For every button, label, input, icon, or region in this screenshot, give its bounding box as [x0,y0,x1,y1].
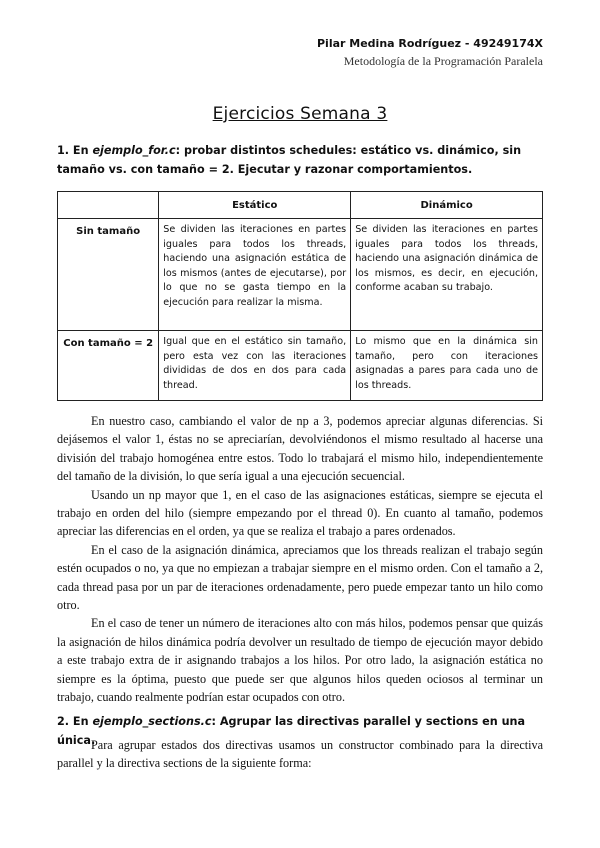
paragraph: Usando un np mayor que 1, en el caso de las asignaciones estáticas, siempre se ejecuta el trabajo en orden del hilo (siempre empezando por el thread 0). En cuanto al tamaño, podemos apreciar las diferencias en el orden, ya que se realiza el trabajo a pares ordenados. [57,487,543,539]
paragraph: En el caso de tener un número de iteraciones alto con más hilos, podemos pensar que quizás la asignación de hilos dinámica podría devolver un resultado de tiempo de ejecución mayor debido a este trabajo extra de ir asignando trabajos a los hilos. Por otro lado, la asignación estática no siempre es la óptima, puesto que puede ser que algunos hilos queden ociosos al terminar un trabajo, cuando realmente podrían estar ocupados con otro. [57,616,543,705]
paragraph: Para agrupar estados dos directivas usamos un constructor combinado para la directiva parallel y la directiva sections de la siguiente forma: [57,738,543,771]
answer-2-body [57,736,543,773]
author-line: Pilar Medina Rodríguez - 49249174X [316,37,543,50]
question-1-text: : probar distintos schedules: estático vs. dinámico, sin tamaño vs. con tamaño = 2. Ejecutar y razonar comportamientos. [57,144,522,176]
question-1-prefix: 1. En [57,144,93,157]
table-header-empty [58,192,159,219]
cell-static-sin-tamano: Se dividen las iteraciones en partes iguales para todos los threads, haciendo una asignación estática de los mismos (antes de ejecutarse), por lo que no se gasta tiempo en la ejecución para realizar la misma. [159,219,351,331]
page-header [317,36,543,70]
question-2-prefix: 2. En [57,715,93,728]
question-2-file: ejemplo_sections.c [92,715,212,728]
paragraph: En el caso de la asignación dinámica, apreciamos que los threads realizan el trabajo según estén ocupados o no, ya que no empiezan a trabajar siempre en el mismo orden. Con el tamaño a 2, cada thread pasa por un par de iteraciones ordenadamente, pero puede empezar tanto un hilo como otro. [57,542,543,613]
row-label-con-tamano: Con tamaño = 2 [58,331,159,401]
course-line: Metodología de la Programación Paralela [343,54,543,68]
table-row [58,331,543,401]
paragraph: En nuestro caso, cambiando el valor de np a 3, podemos apreciar algunas diferencias. Si dejásemos el valor 1, éstas no se apreciarían, devolviéndonos el mismo resultado al hacerse una división del trabajo homogénea entre estos. Todo lo trabajará el mismo hilo, independientemente del tamaño de la división, lo que sería igual a una ejecución secuencial. [57,414,543,484]
question-1-file: ejemplo_for.c [92,144,176,157]
table-row [58,219,543,331]
schedules-table [57,191,543,401]
cell-dynamic-sin-tamano: Se dividen las iteraciones en partes iguales para todos los threads, haciendo una asignación dinámica de los mismos, es decir, en ejecución, conforme acaban su trabajo. [351,219,543,331]
cell-static-con-tamano: Igual que en el estático sin tamaño, pero esta vez con las iteraciones divididas de dos en dos para cada thread. [159,331,351,401]
question-1 [57,141,543,179]
table-header-dynamic: Dinámico [351,192,543,219]
question-2-text: : Agrupar las directivas parallel y sections en una única. [57,715,526,747]
cell-dynamic-con-tamano: Lo mismo que en la dinámica sin tamaño, pero con iteraciones asignadas a pares para cada uno de los threads. [351,331,543,401]
answer-1-body [57,412,543,707]
row-label-sin-tamano: Sin tamaño [58,219,159,331]
table-header-static: Estático [159,192,351,219]
document-title: Ejercicios Semana 3 [212,104,388,124]
